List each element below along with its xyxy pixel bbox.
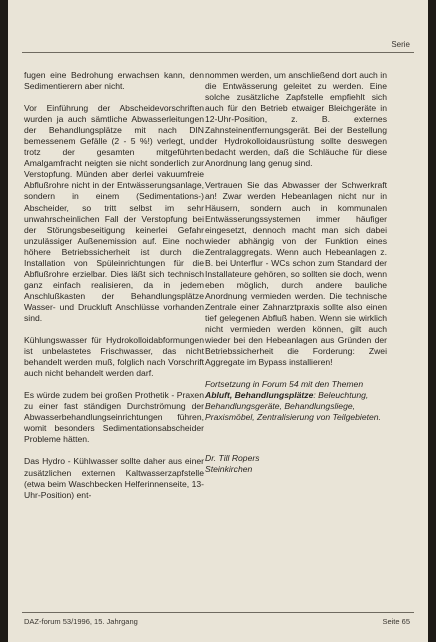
footer-publication: DAZ-forum 53/1996, 15. Jahrgang xyxy=(24,617,138,626)
paragraph: Vor Einführung der Abscheidevorschriften wurden ja auch sämtliche Abwasserleitungen der Behandlungsplätze mit nach DIN bemessenem Gefälle (2 - 5 %!) verlegt, und trotz der gesamten mitgeführten Amalgamfracht neigten sie nicht sonderlich zur Verstopfung. Münden aber derlei vakuumfreie Abflußrohre nicht in der Entwässerungsanlage, sondern in einem (Sedimentations-) Abscheider, so tritt selbst im sehr unwahrscheinlichen Fall der Verstopfung bei der Störungsbeseitigung keinerlei Gefahr unzulässiger Außenemission auf. Eine noch höhere Betriebssicherheit ist durch die Installation von Spüleinrichtungen für die Abflußrohre erzielbar. Dies läßt sich technisch ganz einfach realisieren, da in jedem Anschlußkasten der Behandlungsplätze Wasser- und Druckluft Anschlüsse vorhanden sind. xyxy=(24,103,204,323)
section-label: Serie xyxy=(391,40,410,49)
magazine-page xyxy=(8,0,428,642)
continuation-text: Fortsetzung in Forum 54 mit den Themen xyxy=(205,379,364,390)
paragraph: Kühlungswasser für Hydrokolloidabformungen ist unbelastetes Frischwasser, das nicht behandelt werden muß, folglich nach Vorschrift auch nicht behandelt werden darf. xyxy=(24,335,204,379)
author-signature xyxy=(205,453,387,475)
header-rule xyxy=(22,52,414,53)
paragraph: Das Hydro - Kühlwasser sollte daher aus einer zusätzlichen externen Kaltwasserzapfstelle (etwa beim Waschbecken Helferinnenseite, 13-Uhr-Position) ent- xyxy=(24,456,204,500)
page-number: Seite 65 xyxy=(382,617,410,626)
right-column xyxy=(205,70,387,487)
paragraph: Es würde zudem bei großen Prothetik - Praxen zu einer fast ständigen Durchströmung der Abwasserbehandlungseinrichtungen führen, womit besonders Sedimentationsabscheider Probleme hätten. xyxy=(24,390,204,445)
footer-rule xyxy=(22,612,414,613)
continuation-note xyxy=(205,379,387,423)
author-name: Dr. Till Ropers xyxy=(205,453,260,464)
left-column xyxy=(24,70,204,512)
paragraph: fugen eine Bedrohung erwachsen kann, den Sedimentierern aber nicht. xyxy=(24,70,204,92)
paragraph: Vertrauen Sie das Abwasser der Schwerkraft an! Zwar werden Hebeanlagen nicht nur in Häusern, sondern auch in kommunalen Entwässerungssystemen immer häufiger eingesetzt, dennoch macht man sich dabei wieder abhängig von der Funktion eines Zentralaggregats. Wenn auch Hebeanlagen z. B. bei Unterflur - WCs schon zum Standard der Installateure gehören, so sollten sie doch, wenn eben möglich, durch andere bauliche Anordnung vermieden werden. Die technische Zentrale einer Zahnarztpraxis sollte also einen tief gelegenen Abfluß haben. Wenn sie wirklich nicht vermieden werden können, gilt auch wieder bei den Hebeanlagen aus Gründen der Betriebssicherheit die Forderung: Zwei Aggregate im Bypass installieren! xyxy=(205,180,387,368)
paragraph: nommen werden, um anschließend dort auch in die Entwässerung geleitet zu werden. Eine solche zusätzliche Zapfstelle empfiehlt sich auch für den Betrieb etwaiger Bleichgeräte in 12-Uhr-Position, z. B. externes Zahnsteinentfernungsgerät. Bei der Bestellung der Hydrokolloidausrüstung sollte deswegen bedacht werden, daß die Schläuche für diese Anordnung lang genug sind. xyxy=(205,70,387,169)
continuation-list: : Beleuchtung, Behandlungsgeräte, Behandlungsliege, Praxismöbel, Zentralisierung von Teilgebieten. xyxy=(205,390,381,423)
author-city: Steinkirchen xyxy=(205,464,253,475)
continuation-topic: Abluft, Behandlungsplätze xyxy=(205,390,314,401)
